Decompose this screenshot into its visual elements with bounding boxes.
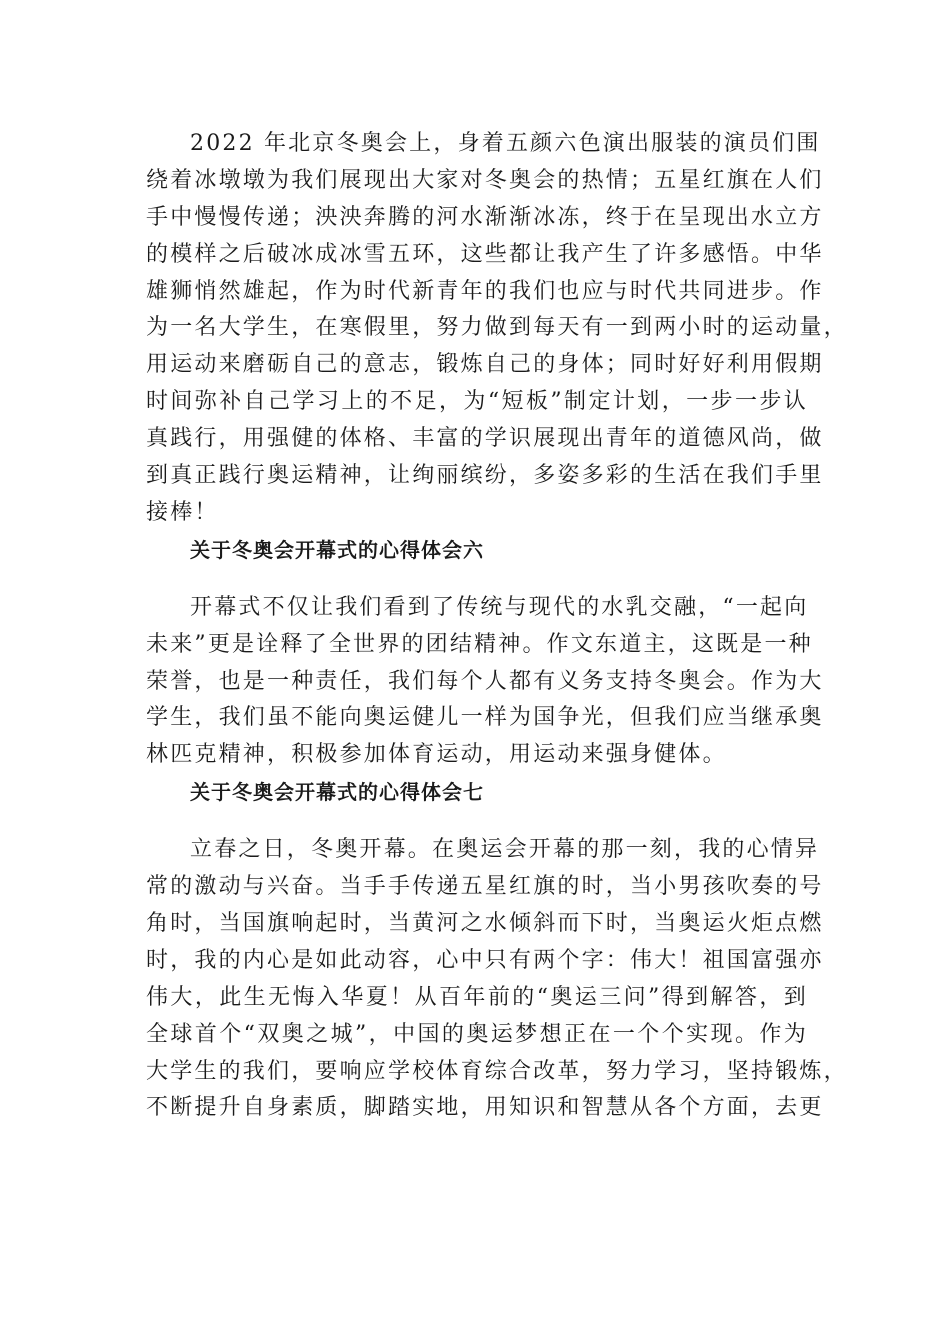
text-line: 不断提升自身素质，脚踏实地，用知识和智慧从各个方面，去更 <box>146 1095 824 1121</box>
text-line: 林匹克精神，积极参加体育运动，用运动来强身健体。 <box>146 742 727 768</box>
text-line: 时，我的内心是如此动容，心中只有两个字：伟大！祖国富强亦 <box>146 947 824 973</box>
section-heading-seven: 关于冬奥会开幕式的心得体会七 <box>190 780 484 805</box>
text-line: 角时，当国旗响起时，当黄河之水倾斜而下时，当奥运火炬点燃 <box>146 911 824 937</box>
text-line: 全球首个“双奥之城”，中国的奥运梦想正在一个个实现。作为 <box>146 1021 808 1047</box>
text-line: 开幕式不仅让我们看到了传统与现代的水乳交融，“一起向 <box>190 594 809 620</box>
text-line: 绕着冰墩墩为我们展现出大家对冬奥会的热情；五星红旗在人们 <box>146 167 824 193</box>
text-line: 的模样之后破冰成冰雪五环，这些都让我产生了许多感悟。中华 <box>146 241 824 267</box>
text-line: 常的激动与兴奋。当手手传递五星红旗的时，当小男孩吹奏的号 <box>146 874 824 900</box>
text-line: 为一名大学生，在寒假里，努力做到每天有一到两小时的运动量， <box>146 315 848 341</box>
text-line: 用运动来磨砺自己的意志，锻炼自己的身体；同时好好利用假期 <box>146 352 824 378</box>
text-line: 未来”更是诠释了全世界的团结精神。作文东道主，这既是一种 <box>146 631 813 657</box>
text-line: 接棒！ <box>146 499 219 525</box>
document-page <box>146 126 848 1127</box>
text-line: 2022 年北京冬奥会上，身着五颜六色演出服装的演员们围 <box>190 131 821 156</box>
paragraph-3 <box>146 832 848 1127</box>
section-heading-six: 关于冬奥会开幕式的心得体会六 <box>190 537 484 562</box>
paragraph-1 <box>146 126 848 532</box>
text-line: 到真正践行奥运精神，让绚丽缤纷，多姿多彩的生活在我们手里 <box>146 463 824 489</box>
text-line: 荣誉，也是一种责任，我们每个人都有义务支持冬奥会。作为大 <box>146 668 824 694</box>
text-line: 时间弥补自己学习上的不足，为“短板”制定计划，一步一步认 <box>146 389 808 415</box>
text-line: 伟大，此生无悔入华夏！从百年前的“奥运三问”得到解答，到 <box>146 984 808 1010</box>
text-line: 雄狮悄然雄起，作为时代新青年的我们也应与时代共同进步。作 <box>146 278 824 304</box>
text-line: 真践行，用强健的体格、丰富的学识展现出青年的道德风尚，做 <box>146 426 824 452</box>
text-line: 立春之日，冬奥开幕。在奥运会开幕的那一刻，我的心情异 <box>190 837 820 863</box>
text-line: 手中慢慢传递；泱泱奔腾的河水渐渐冰冻，终于在呈现出水立方 <box>146 204 824 230</box>
text-line: 学生，我们虽不能向奥运健儿一样为国争光，但我们应当继承奥 <box>146 705 824 731</box>
paragraph-2 <box>146 590 824 774</box>
text-line: 大学生的我们，要响应学校体育综合改革，努力学习，坚持锻炼， <box>146 1058 848 1084</box>
